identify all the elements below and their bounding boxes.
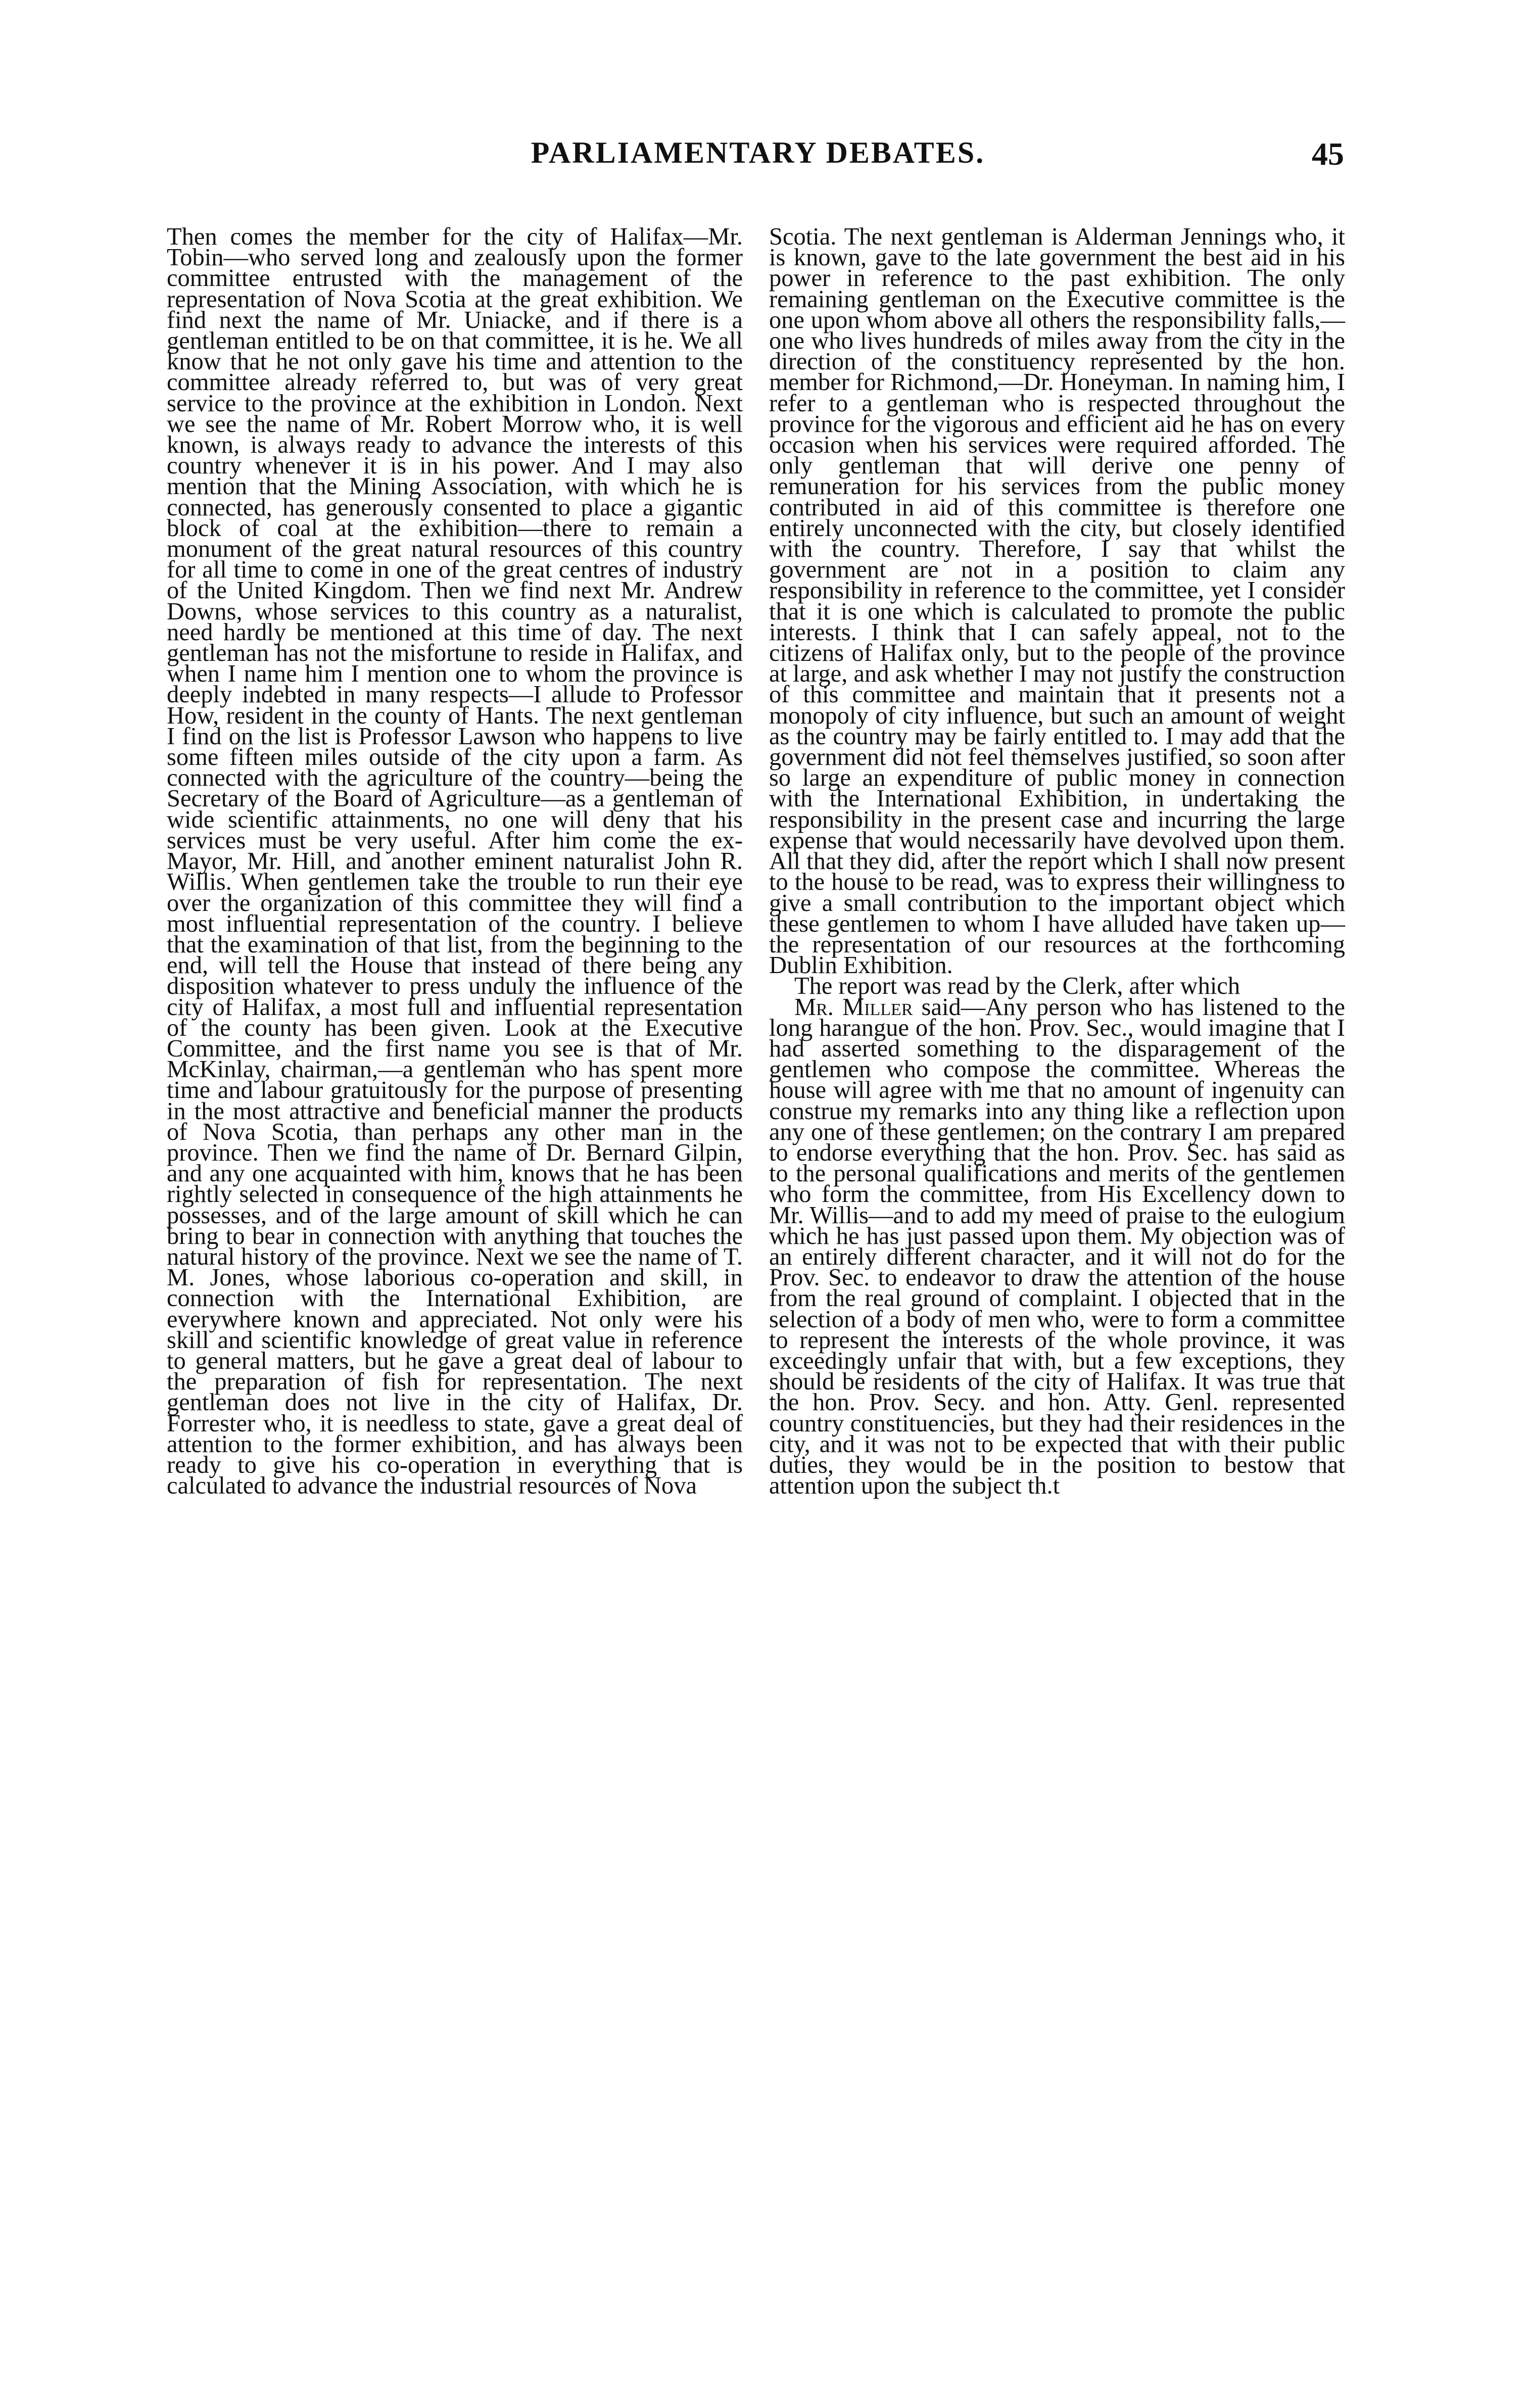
- running-title: PARLIAMENTARY DEBATES.: [531, 136, 985, 169]
- page-number: 45: [1312, 136, 1344, 172]
- speech-text: said—Any person who has listened to the long harangue of the hon. Prov. Sec., would imagine that I had asserted something to the disparagement of the gentlemen who compose the committee. Whereas the house will agree with me that no amount of ingenuity can construe my remarks into any thing like a reflection upon any one of these gentlemen; on the contrary I am prepared to endorse everything that the hon. Prov. Sec. has said as to the personal qualifications and merits of the gentlemen who form the committee, from His Excellency down to Mr. Willis—and to add my meed of praise to the eulogium which he has just passed upon them. My objection was of an entirely different character, and it will not do for the Prov. Sec. to endeavor to draw the attention of the house from the real ground of complaint. I objected that in the selection of a body of men who, were to form a committee to represent the interests of the whole province, it was exceedingly unfair that with, but a few exceptions, they should be residents of the city of Halifax. It was true that the hon. Prov. Secy. and hon. Atty. Genl. represented country constituencies, but they had their residences in the city, and it was not to be expected that with their public duties, they would be in the position to bestow that attention upon the subject th.t: [769, 993, 1345, 1500]
- left-paragraph: Then comes the member for the city of Halifax—Mr. Tobin—who served long and zealously upon the former committee entrusted with the management of the representation of Nova Scotia at the great exhibition. We find next the name of Mr. Uniacke, and if there is a gentleman entitled to be on that committee, it is he. We all know that he not only gave his time and attention to the committee already referred to, but was of very great service to the province at the exhibition in London. Next we see the name of Mr. Robert Morrow who, it is well known, is always ready to advance the interests of this country whenever it is in his power. And I may also mention that the Mining Association, with which he is connected, has generously consented to place a gigantic block of coal at the exhibition—there to remain a monument of the great natural resources of this country for all time to come in one of the great centres of industry of the United Kingdom. Then we find next Mr. Andrew Downs, whose services to this country as a naturalist, need hardly be mentioned at this time of day. The next gentleman has not the misfortune to reside in Halifax, and when I name him I mention one to whom the province is deeply indebted in many respects—I allude to Professor How, resident in the county of Hants. The next gentleman I find on the list is Professor Lawson who happens to live some fifteen miles outside of the city upon a farm. As connected with the agriculture of the country—being the Secretary of the Board of Agriculture—as a gentleman of wide scientific attainments, no one will deny that his services must be very useful. After him come the ex-Mayor, Mr. Hill, and another eminent naturalist John R. Willis. When gentlemen take the trouble to run their eye over the organization of this committee they will find a most influential representation of the country. I believe that the examination of that list, from the beginning to the end, will tell the House that instead of there being any disposition whatever to press unduly the influence of the city of Halifax, a most full and influential representation of the county has been given. Look at the Executive Committee, and the first name you see is that of Mr. McKinlay, chairman,—a gentleman who has spent more time and labour gratuitously for the purpose of presenting in the most attractive and beneficial manner the products of Nova Scotia, than perhaps any other man in the province. Then we find the name of Dr. Bernard Gilpin, and any one acquainted with him, knows that he has been rightly selected in consequence of the high attainments he possesses, and of the large amount of skill which he can bring to bear in connection with anything that touches the natural history of the province. Next we see the name of T. M. Jones, whose laborious co-operation and skill, in connection with the International Exhibition, are everywhere known and appreciated. Not only were his skill and scientific knowledge of great value in reference to general matters, but he gave a great deal of labour to the preparation of fish for representation. The next gentleman does not live in the city of Halifax, Dr. Forrester who, it is needless to state, gave a great deal of attention to the former exhibition, and has always been ready to give his co-operation in everything that is calculated to advance the industrial resources of Nova: [167, 223, 743, 1500]
- report-read-paragraph: The report was read by the Clerk, after which: [794, 973, 1240, 1000]
- left-column: [167, 223, 743, 1500]
- right-column: [769, 223, 1345, 1500]
- page-header: [167, 135, 1344, 181]
- speech-paragraph: [769, 993, 1345, 1500]
- right-paragraph: Scotia. The next gentleman is Alderman Jennings who, it is known, gave to the late government the best aid in his power in reference to the past exhibition. The only remaining gentleman on the Executive committee is the one upon whom above all others the responsibility falls,—one who lives hundreds of miles away from the city in the direction of the constituency represented by the hon. member for Richmond,—Dr. Honeyman. In naming him, I refer to a gentleman who is respected throughout the province for the vigorous and efficient aid he has on every occasion when his services were required afforded. The only gentleman that will derive one penny of remuneration for his services from the public money contributed in aid of this committee is therefore one entirely unconnected with the city, but closely identified with the country. Therefore, I say that whilst the government are not in a position to claim any responsibility in reference to the committee, yet I consider that it is one which is calculated to promote the public interests. I think that I can safely appeal, not to the citizens of Halifax only, but to the people of the province at large, and ask whether I may not justify the construction of this committee and maintain that it presents not a monopoly of city influence, but such an amount of weight as the country may be fairly entitled to. I may add that the government did not feel themselves justified, so soon after so large an expenditure of public money in connection with the International Exhibition, in undertaking the responsibility in the present case and incurring the large expense that would necessarily have devolved upon them. All that they did, after the report which I shall now present to the house to be read, was to express their willingness to give a small contribution to the important object which these gentlemen to whom I have alluded have taken up—the representation of our resources at the forthcoming Dublin Exhibition.: [769, 223, 1345, 979]
- speaker-name: Mr. Miller: [794, 993, 913, 1021]
